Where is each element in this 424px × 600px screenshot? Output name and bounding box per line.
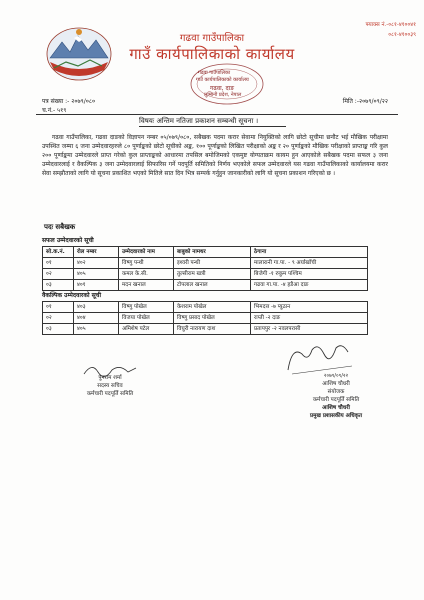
- col-header-address: ठेगाना: [251, 247, 368, 258]
- col-header-father: बाबुको नामथर: [174, 247, 251, 258]
- cell-serial: ०३: [43, 324, 74, 335]
- left-signatory-name: पुनराम शर्मा: [98, 375, 122, 381]
- cell-roll: ४०३: [74, 302, 119, 313]
- table-header-row: [43, 247, 368, 258]
- phone-number-secondary: ०८१-४१००३९: [388, 32, 416, 38]
- left-signatory-committee: कर्मचारी पदपूर्ति समिति: [86, 391, 134, 397]
- cell-name: मदन खनाल: [119, 280, 174, 291]
- left-signature-block: [50, 374, 170, 398]
- cell-father: केशराम पोखेल: [174, 302, 251, 313]
- phone-number-primary: फ्याक्स नं.-०८१-४१००४१: [365, 22, 416, 28]
- cell-serial: ०२: [43, 269, 74, 280]
- cell-name: विष्णु पन्थी: [119, 258, 174, 269]
- notice-body: गढवा गाउँपालिका, गढवा दाङको विज्ञापन नम्बर ०५/०७९/०८०, सबैखक पदमा करार सेवामा नियुक्तिको लागि छोटो सूचीमा छनौट भई मौखिक परीक्षामा उपस्थित जम्मा ६ जना उम्मेदवारहरुले ८० पूर्णाङ्कको छोटो सूचीको अङ्क, १०० पूर्णाङ्कको लिखित परीक्षाको अङ्क र २० पूर्णाङ्कको मौखिक परीक्षाको प्राप्ताङ्क गरि कुल २०० पूर्णाङ्कमा उम्मेदवारले प्राप्त गरेको कुल प्राप्ताङ्कको आधारमा तपसिल बमोजिमको एकमुष्ट योग्यताक्रम कायम हुन आएकोले सबैखक पदमा सफल ३ जना उम्मेदवारलाई र वैकल्पिक ३ जना उम्मेदवारलाई सिफारिस गर्ने पदपूर्ति समितिको निर्णय भएकोले सफल उम्मेदवारले यस गढवा गाउँपालिकाको कार्यालयमा करार सेवा सम्झौताको लागि यो सूचना प्रकाशित भएको मितिले सात दिन भित्र सम्पर्क गर्नुहुन जानकारीको लागि यो सूचना प्रकाशन गरिएको छ ।: [42, 134, 388, 177]
- cell-roll: ४०५: [74, 324, 119, 335]
- alternate-list-title: वैकल्पिक उम्मेदवारको सूची: [42, 292, 102, 299]
- col-header-name: उम्मेदवारको नाम: [119, 247, 174, 258]
- cell-name: अमिशेष पटेल: [119, 324, 174, 335]
- col-header-serial: सो.क.नं.: [43, 247, 74, 258]
- cell-roll: ४०४: [74, 313, 119, 324]
- table-row: [43, 313, 368, 324]
- alternate-candidates-table: [42, 301, 368, 335]
- cell-name: विष्णु पोखेल: [119, 302, 174, 313]
- cell-roll: ४०५: [74, 269, 119, 280]
- cell-father: टोपलाल खनाल: [174, 280, 251, 291]
- cell-father: विघुरी नारायण दाश: [174, 324, 251, 335]
- cell-address: बिजेगी -१ रुकुम पश्चिम: [251, 269, 368, 280]
- subject-line: विषयः अन्तिम नतिजा प्रकाशन सम्बन्धी सूचना ।: [139, 117, 259, 125]
- post-heading: [44, 223, 75, 232]
- right-signatory-name: आशिष चौधरी: [322, 381, 350, 387]
- table-row: [43, 258, 368, 269]
- left-signatory-role: सदस्य सचिव: [97, 383, 123, 389]
- successful-candidates-table: [42, 246, 368, 291]
- successful-list-title: सफल उम्मेदवारको सूची: [42, 237, 94, 244]
- cell-address: भिमदत्त -७ प्युठान: [251, 302, 368, 313]
- col-header-roll: रोल नम्बर: [74, 247, 119, 258]
- table-row: [43, 280, 368, 291]
- header-divider: [36, 114, 398, 115]
- office-name: गाउँ कार्यपालिकाको कार्यालय: [129, 45, 295, 63]
- cell-address: गढवा गा.पा. -४ हडैआ दाङ: [251, 280, 368, 291]
- post-value: सबैखक: [55, 223, 76, 231]
- letter-date: मिति :-२०७९/०९/२२: [342, 98, 388, 105]
- cell-address: राप्ती -२ दाङ: [251, 313, 368, 324]
- table-row: [43, 302, 368, 313]
- cell-father: इश्वरी पन्थी: [174, 258, 251, 269]
- stamp-line-3: गढवा, दाङ: [210, 85, 235, 92]
- cell-name: विजया पोखेल: [119, 313, 174, 324]
- cell-serial: ०२: [43, 313, 74, 324]
- right-signature-block: [276, 380, 396, 420]
- right-signatory-title: प्रमुख प्रशासकीय अधिकृत: [310, 413, 362, 419]
- cell-serial: ०३: [43, 280, 74, 291]
- cell-serial: ०१: [43, 258, 74, 269]
- right-signatory-role: संयोजक: [327, 389, 345, 395]
- table-row: [43, 324, 368, 335]
- dispatch-number: च.नं.- ५१९: [42, 107, 67, 114]
- right-signature-date: २०७९/०९/२२: [323, 373, 349, 379]
- municipality-name: गढवा गाउँपालिका: [179, 33, 245, 44]
- cell-name: कमल के.सी.: [119, 269, 174, 280]
- right-signatory-committee: कर्मचारी पदपूर्ति समिति: [312, 397, 360, 403]
- cell-father: विष्णु प्रसाद पोखेल: [174, 313, 251, 324]
- cell-serial: ०१: [43, 302, 74, 313]
- cell-address: मालारानी गा.पा. - ९ अर्घाखाँची: [251, 258, 368, 269]
- cell-roll: ४०२: [74, 258, 119, 269]
- right-signatory-name-stamp: आशिष चौधरी: [322, 405, 350, 411]
- stamp-line-1: गढवा गाउँपालिका: [198, 70, 231, 76]
- stamp-line-4: लुम्बिनी प्रदेश, नेपाल: [204, 92, 242, 98]
- post-label: पदः: [44, 223, 54, 231]
- cell-address: प्रतापपुर -२ नवलपरासी: [251, 324, 368, 335]
- subject-underline: [139, 126, 286, 127]
- reference-number: पत्र संख्या :- २०७९/०८०: [42, 98, 96, 105]
- cell-roll: ४०१: [74, 280, 119, 291]
- table-row: [43, 269, 368, 280]
- stamp-line-2: गाउँ कार्यपालिकाको कार्यालय: [196, 77, 249, 83]
- cell-father: तुल्सीराम खत्री: [174, 269, 251, 280]
